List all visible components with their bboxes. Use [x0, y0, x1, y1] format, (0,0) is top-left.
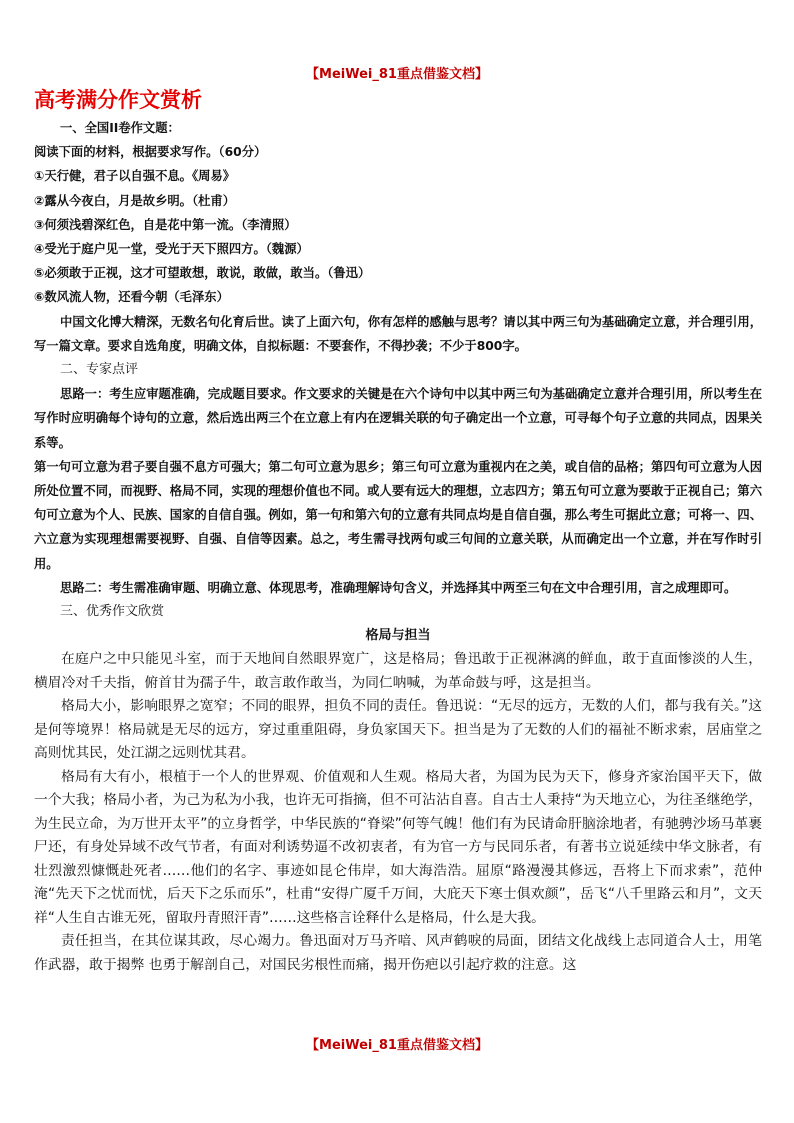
quote-1: ①天行健，君子以自强不息。《周易》	[34, 169, 236, 184]
quote-6: ⑥数风流人物，还看今朝（毛泽东）	[34, 290, 229, 305]
essay-paragraph-1: 在庭户之中只能见斗室，而于天地间自然眼界宽广，这是格局；鲁迅敢于正视淋漓的鲜血，敢于直面惨淡的人生，横眉冷对千夫指，俯首甘为孺子牛，敢言敢作敢当，为同仁呐喊，为革命鼓与呼，这是担当。	[34, 651, 762, 691]
essay-paragraph-3: 格局有大有小，根植于一个人的世界观、价值观和人生观。格局大者，为国为民为天下，修身齐家治国平天下，做一个大我；格局小者，为己为私为小我，也许无可指摘，但不可沾沾自喜。自古士人秉持“为天地立心，为往圣继绝学，为生民立命，为万世开太平”的立身哲学，中华民族的“脊梁”何等气魄！他们有为民请命肝脑涂地者，有驰骋沙场马革裹尸还，有身处异域不改气节者，有面对利诱势逼不改初衷者，有为官一方与民同乐者，有著书立说延续中华文脉者，有壮烈激烈慷慨赴死者……他们的名字、事迹如昆仑伟岸，如大海浩浩。屈原“路漫漫其修远，吾将上下而求索”，范仲淹“先天下之忧而忧，后天下之乐而乐”，杜甫“安得广厦千万间，大庇天下寒士俱欢颜”，岳飞“八千里路云和月”，文天祥“人生自古谁无死，留取丹青照汗青”……这些格言诠释什么是格局，什么是大我。	[34, 768, 762, 926]
quote-3: ③何须浅碧深红色，自是花中第一流。（李清照）	[34, 217, 297, 232]
review-heading: 二、专家点评	[60, 362, 139, 378]
quote-4: ④受光于庭户见一堂，受光于天下照四方。（魏源）	[34, 242, 309, 257]
page-header: 【MeiWei_81重点借鉴文档】	[306, 67, 488, 82]
quote-5: ⑤必须敢于正视，这才可望敢想，敢说，敢做，敢当。（鲁迅）	[34, 266, 371, 281]
review-paragraph-1: 思路一：考生应审题准确，完成题目要求。作文要求的关键是在六个诗句中以其中两三句为基础确定立意并合理引用，所以考生在写作时应明确每个诗句的立意，然后选出两三个在立意上有内在逻辑关联的句子确定出一个立意，可寻每个句子立意的共同点，因果关系等。	[34, 387, 762, 450]
exam-instruction: 阅读下面的材料，根据要求写作。（60分）	[34, 145, 267, 160]
review-paragraph-2: 第一句可立意为君子要自强不息方可强大；第二句可立意为思乡；第三句可立意为重视内在之美，或自信的品格；第四句可立意为人因所处位置不同，而视野、格局不同，实现的理想价值也不同。或人要有远大的理想，立志四方；第五句可立意为要敢于正视自己；第六句可立意为个人、民族、国家的自信自强。例如，第一句和第六句的立意有共同点均是自信自强，那么考生可据此立意；可将一、四、六立意为实现理想需要视野、自强、自信等因素。总之，考生需寻找两句或三句间的立意关联，从而确定出一个立意，并在写作时引用。	[34, 459, 762, 571]
exam-requirement: 中国文化博大精深，无数名句化育后世。读了上面六句，你有怎样的感触与思考？请以其中两三句为基础确定立意，并合理引用，写一篇文章。要求自选角度，明确文体，自拟标题：不要套作，不得抄袭；不少于800字。	[34, 314, 762, 353]
essay-title: 格局与担当	[365, 628, 431, 644]
essay-paragraph-4: 责任担当，在其位谋其政，尽心竭力。鲁迅面对万马齐喑、风声鹤唳的局面，团结文化战线上志同道合人士，用笔作武器，敢于揭弊 也勇于解剖自己，对国民劣根性而痛，揭开伤疤以引起疗救的注意。这	[34, 933, 762, 973]
review-paragraph-3: 思路二：考生需准确审题、明确立意、体现思考，准确理解诗句含义，并选择其中两至三句在文中合理引用，言之成理即可。	[60, 580, 737, 595]
essay-paragraph-2: 格局大小，影响眼界之宽窄；不同的眼界，担负不同的责任。鲁迅说：“无尽的远方，无数的人们，都与我有关。”这是何等境界！格局就是无尽的远方，穿过重重阻碍，身负家国天下。担当是为了无数的人们的福祉不断求索，居庙堂之高则忧其民，处江湖之远则忧其君。	[34, 698, 762, 762]
quote-2: ②露从今夜白，月是故乡明。（杜甫）	[34, 193, 236, 208]
page-footer: 【MeiWei_81重点借鉴文档】	[306, 1038, 488, 1053]
document-body	[34, 116, 762, 977]
essay-section-heading: 三、优秀作文欣赏	[60, 604, 165, 620]
exam-heading: 一、全国II卷作文题：	[60, 121, 180, 135]
document-title: 高考满分作文赏析	[34, 87, 202, 112]
